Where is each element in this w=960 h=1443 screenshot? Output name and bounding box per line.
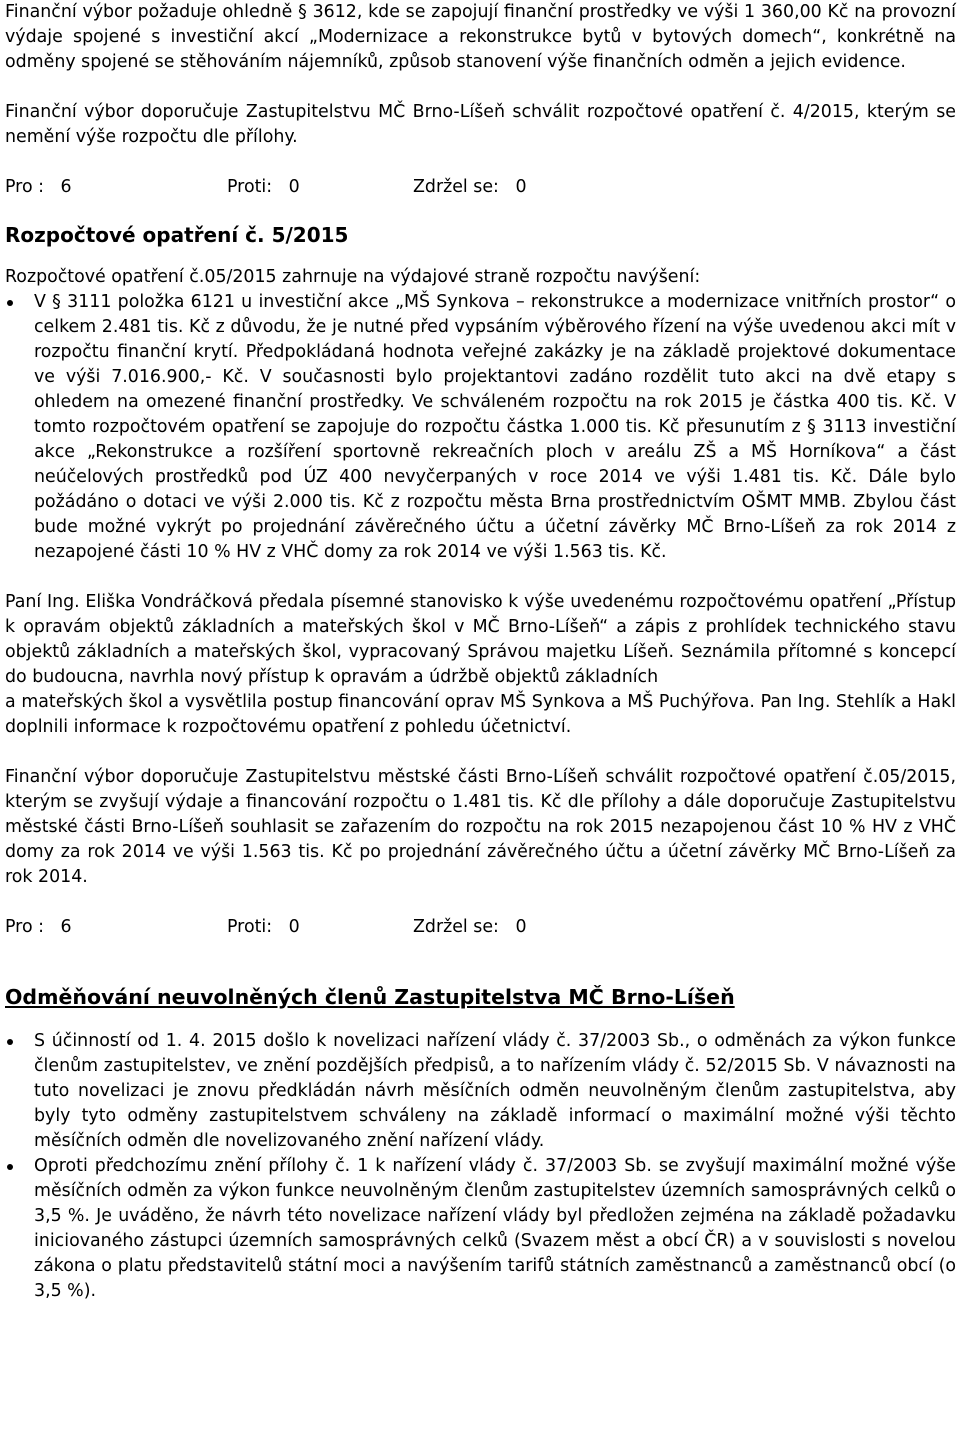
vote-proti: Proti: 0: [227, 177, 300, 197]
section-heading-odmenovani: Odměňování neuvolněných členů Zastupitelstva MČ Brno-Líšeň: [5, 985, 735, 1009]
paragraph-ro5-intro: Rozpočtové opatření č.05/2015 zahrnuje na výdajové straně rozpočtu navýšení:: [5, 267, 701, 287]
vote-pro: Pro : 6: [5, 177, 72, 197]
ro5-bullet-list: [5, 290, 956, 565]
vote-result-ro4: [5, 175, 956, 200]
paragraph-financni-vybor-pozaduje: Finanční výbor požaduje ohledně § 3612, kde se zapojují finanční prostředky ve výši 1 360,00 Kč na provozní výdaje spojené s investiční akcí „Modernizace a rekonstrukce bytů v bytových domech“, konkrétně na odměny spojené se stěhováním nájemníků, způsob stanovení výše finančních odměn a jejich evidence.: [5, 2, 956, 72]
vote-result-ro5: [5, 915, 956, 940]
vote-zdrzel: Zdržel se: 0: [413, 177, 527, 197]
paragraph-pani-ing: Paní Ing. Eliška Vondráčková předala písemné stanovisko k výše uvedenému rozpočtovému opatření „Přístup k opravám objektů základních a mateřských škol v MČ Brno-Líšeň“ a zápis z prohlídek technického stavu objektů základních a mateřských škol, vypracovaný Správou majetku Líšeň. Seznámila přítomné s koncepcí do budoucna, navrhla nový přístup k opravám a údržbě objektů základních: [5, 592, 956, 687]
list-item: V § 3111 položka 6121 u investiční akce „MŠ Synkova – rekonstrukce a modernizace vnitřních prostor“ o celkem 2.481 tis. Kč z důvodu, že je nutné před vypsáním výběrového řízení na výše uvedenou akci mít v rozpočtu finanční krytí. Předpokládaná hodnota veřejné zakázky je na základě projektové dokumentace ve výši 7.016.900,- Kč. V současnosti bylo projektantovi zadáno rozdělit tuto akci na dvě etapy s ohledem na omezené finanční prostředky. Ve schváleném rozpočtu na rok 2015 je částka 400 tis. Kč. V tomto rozpočtovém opatření se zapojuje do rozpočtu částka 1.000 tis. Kč přesunutím z § 3113 investiční akce „Rekonstrukce a rozšíření sportovně rekreačních ploch v areálu ZŠ a MŠ Horníkova“ a část neúčelových prostředků pod ÚZ 400 nevyčerpaných v roce 2014 ve výši 1.481 tis. Kč. Dále bylo požádáno o dotaci ve výši 2.000 tis. Kč z rozpočtu města Brna prostřednictvím OŠMT MMB. Zbylou část bude možné vykrýt po projednání závěrečného účtu a účetní závěrky MČ Brno-Líšeň za rok 2014 z nezapojené části 10 % HV z VHČ domy za rok 2014 ve výši 1.563 tis. Kč.: [5, 290, 956, 565]
section-heading-ro5: Rozpočtové opatření č. 5/2015: [5, 223, 349, 247]
list-item: S účinností od 1. 4. 2015 došlo k novelizaci nařízení vlády č. 37/2003 Sb., o odměnách za výkon funkce členům zastupitelstev, ve znění pozdějších předpisů, a to nařízením vlády č. 52/2015 Sb. V návaznosti na tuto novelizaci je znovu předkládán návrh měsíčních odměn neuvolněným členům zastupitelstva, aby byly tyto odměny zastupitelstvem schváleny na základě informací o maximální možné výši těchto měsíčních odměn dle novelizovaného znění nařízení vlády.: [5, 1029, 956, 1154]
odmeny-bullet-list: [5, 1029, 956, 1304]
list-item: Oproti předchozímu znění přílohy č. 1 k nařízení vlády č. 37/2003 Sb. se zvyšují maximální možné výše měsíčních odměn za výkon funkce neuvolněným členům zastupitelstev územních samosprávných celků o 3,5 %. Je uváděno, že návrh této novelizace nařízení vlády byl předložen zejména na základě požadavku iniciovaného zástupci územních samosprávných celků (Svazem měst a obcí ČR) a v souvislosti s novelou zákona o platu představitelů státní moci a navýšením tarifů státních zaměstnanců a zaměstnanců obcí (o 3,5 %).: [5, 1154, 956, 1304]
vote-pro: Pro : 6: [5, 917, 72, 937]
paragraph-pani-ing-cont: a mateřských škol a vysvětlila postup financování oprav MŠ Synkova a MŠ Puchýřova. Pan Ing. Stehlík a Hakl doplnili informace k rozpočtovému opatření z pohledu účetnictví.: [5, 692, 956, 737]
paragraph-doporuceni-ro4: Finanční výbor doporučuje Zastupitelstvu MČ Brno-Líšeň schválit rozpočtové opatření č. 4/2015, kterým se nemění výše rozpočtu dle přílohy.: [5, 102, 956, 147]
paragraph-doporuceni-ro5: Finanční výbor doporučuje Zastupitelstvu městské části Brno-Líšeň schválit rozpočtové opatření č.05/2015, kterým se zvyšují výdaje a financování rozpočtu o 1.481 tis. Kč dle přílohy a dále doporučuje Zastupitelstvu městské části Brno-Líšeň souhlasit se zařazením do rozpočtu na rok 2015 nezapojenou část 10 % HV z VHČ domy za rok 2014 ve výši 1.563 tis. Kč po projednání závěrečného účtu a účetní závěrky MČ Brno-Líšeň za rok 2014.: [5, 767, 956, 887]
vote-zdrzel: Zdržel se: 0: [413, 917, 527, 937]
vote-proti: Proti: 0: [227, 917, 300, 937]
